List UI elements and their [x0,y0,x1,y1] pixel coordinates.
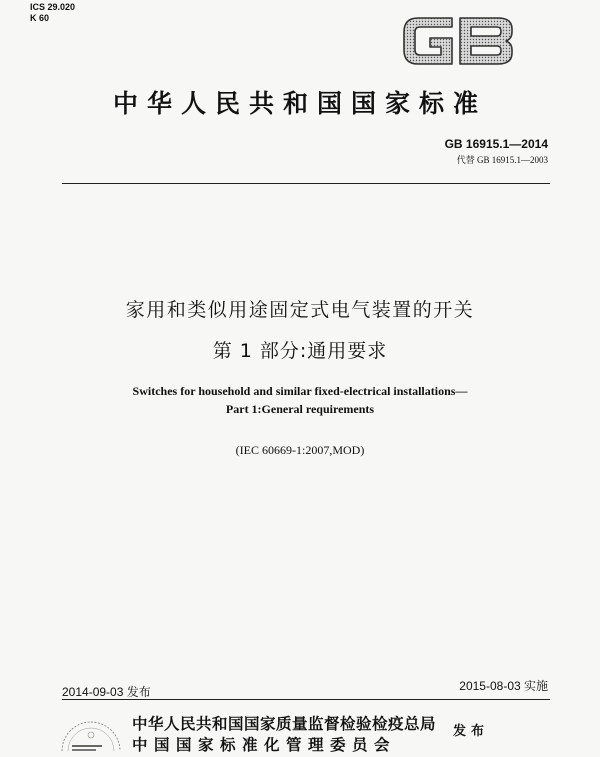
top-divider [62,183,550,184]
publish-label: 发布 [453,724,490,739]
standard-number: GB 16915.1—2014 [444,137,548,151]
chinese-title-line-1: 家用和类似用途固定式电气装置的开关 [125,299,475,321]
classification-codes [30,2,75,24]
chinese-title-line-2: 第 1 部分:通用要求 [212,340,388,362]
english-title-line-2: Part 1:General requirements [225,402,375,416]
gb-logo-icon [400,14,516,68]
implementation-date: 2015-08-03 实施 [459,679,548,693]
replaces-standard: 代替 GB 16915.1—2003 [456,155,548,165]
bottom-divider [62,699,550,700]
issue-date: 2014-09-03 发布 [62,685,151,699]
issuer-line-2: 中国国家标准化管理委员会 [132,736,397,754]
issuer-line-1: 中华人民共和国国家质量监督检验检疫总局 [132,715,437,733]
national-standard-title: 中华人民共和国国家标准 [112,89,487,118]
english-title-line-1: Switches for household and similar fixed-electrical installations— [132,384,468,398]
iec-equivalence: (IEC 60669-1:2007,MOD) [235,443,365,457]
official-seal-icon [58,711,124,755]
ics-code: ICS 29.020 [30,2,76,12]
ccs-code: K 60 [30,13,50,23]
